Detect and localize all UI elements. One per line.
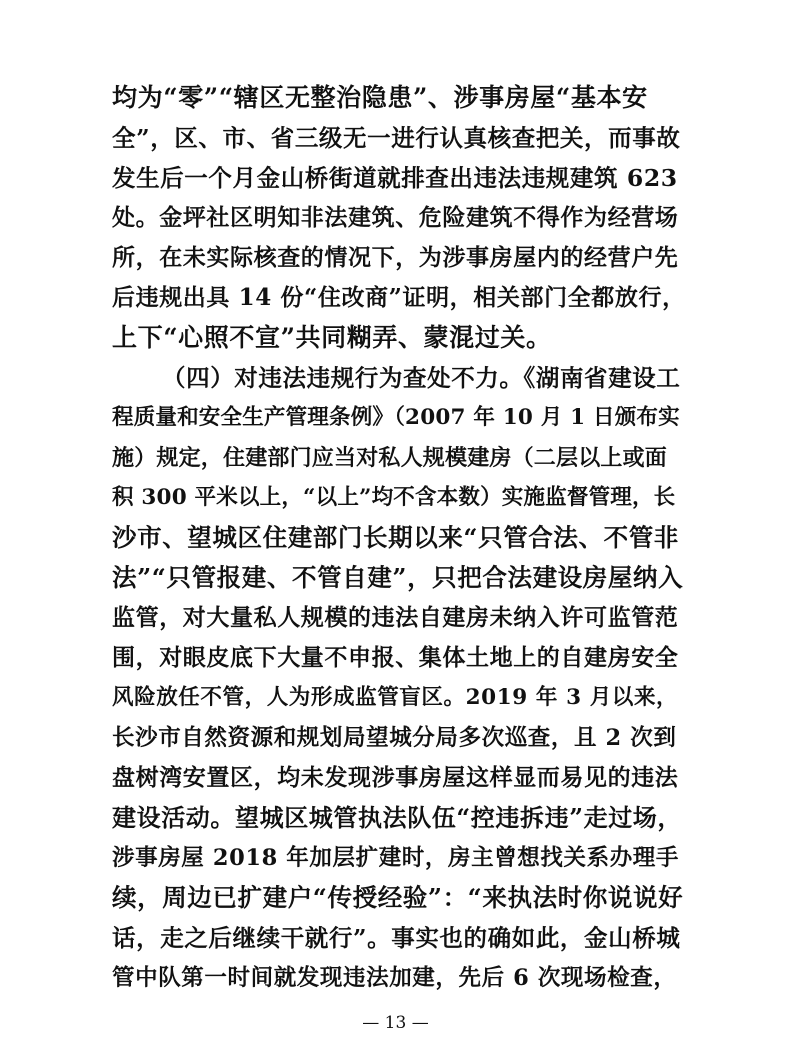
- page-number: — 13 —: [362, 1013, 429, 1033]
- text-line: 均为“零”“辖区无整治隐患”、涉事房屋“基本安: [112, 83, 648, 112]
- text-line: 话，走之后继续干就行”。事实也的确如此，金山桥城: [112, 924, 681, 952]
- text-line: 建设活动。望城区城管执法队伍“控违拆违”走过场，: [112, 803, 683, 832]
- text-line: 全”，区、市、省三级无一进行认真核查把关，而事故: [112, 124, 681, 152]
- text-line: 沙市、望城区住建部门长期以来“只管合法、不管非: [112, 523, 679, 552]
- text-line: 所，在未实际核查的情况下，为涉事房屋内的经营户先: [112, 244, 679, 271]
- text-line: 风险放任不管，人为形成监管盲区。2019 年 3 月以来，: [112, 685, 679, 710]
- text-line: 监管，对大量私人规模的违法自建房未纳入许可监管范: [112, 604, 679, 631]
- text-line: 上下“心照不宣”共同糊弄、蒙混过关。: [112, 323, 552, 352]
- text-line: 长沙市自然资源和规划局望城分局多次巡查，且 2 次到: [112, 725, 677, 751]
- text-line: 后违规出具 14 份“住改商”证明，相关部门全都放行，: [112, 284, 686, 311]
- section-heading-line: （四）对违法违规行为查处不力。《湖南省建设工: [162, 364, 681, 392]
- text-line: 管中队第一时间就发现违法加建，先后 6 次现场检查，: [112, 965, 677, 991]
- text-line: 围，对眼皮底下大量不申报、集体土地上的自建房安全: [112, 644, 679, 671]
- text-line: 盘树湾安置区，均未发现涉事房屋这样显而易见的违法: [112, 764, 679, 791]
- text-line: 施）规定，住建部门应当对私人规模建房（二层以上或面: [112, 445, 668, 471]
- text-line: 法”“只管报建、不管自建”，只把合法建设房屋纳入: [112, 563, 684, 592]
- text-line: 处。金坪社区明知非法建筑、危险建筑不得作为经营场: [112, 204, 679, 231]
- text-line: 程质量和安全生产管理条例》（2007 年 10 月 1 日颁布实: [112, 405, 680, 430]
- text-line: 续，周边已扩建户“传授经验”：“来执法时你说说好: [112, 883, 684, 912]
- text-line: 积 300 平米以上，“以上”均不含本数）实施监督管理，长: [112, 485, 676, 510]
- text-line: 涉事房屋 2018 年加层扩建时，房主曾想找关系办理手: [112, 845, 679, 871]
- text-line: 发生后一个月金山桥街道就排查出违法违规建筑 623: [112, 164, 678, 192]
